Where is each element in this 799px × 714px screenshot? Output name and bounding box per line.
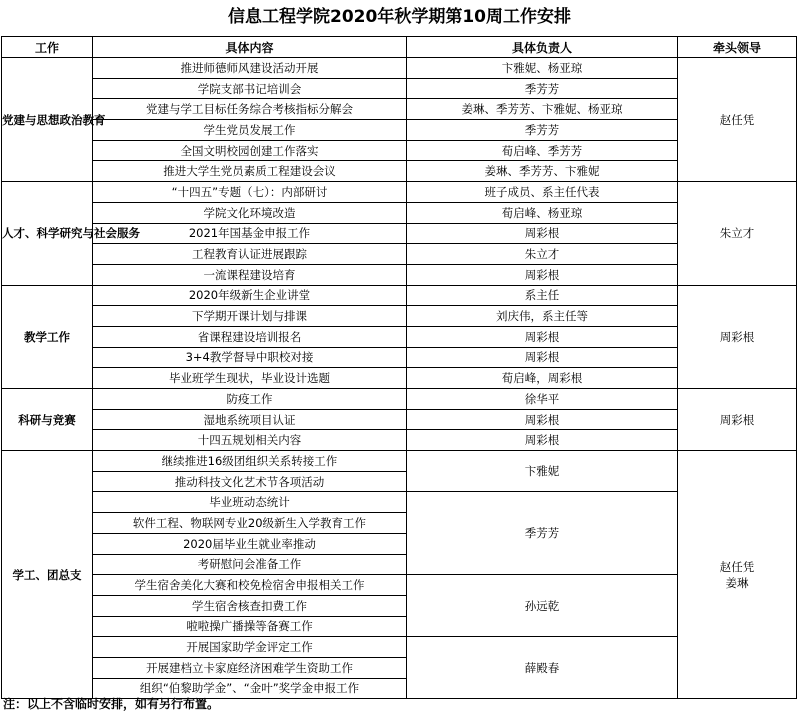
leader-cell: 朱立才 bbox=[678, 182, 797, 285]
person-cell: 卞雅妮、杨亚琼 bbox=[407, 58, 678, 79]
task-cell: 湿地系统项目认证 bbox=[93, 409, 407, 430]
task-cell: 啦啦操广播操等备赛工作 bbox=[93, 616, 407, 637]
category-cell: 人才、科学研究与社会服务 bbox=[2, 182, 93, 285]
table-body bbox=[2, 58, 797, 699]
task-cell: 学生党员发展工作 bbox=[93, 120, 407, 141]
table-row bbox=[2, 140, 797, 161]
person-cell: 周彩根 bbox=[407, 409, 678, 430]
header-person: 具体负责人 bbox=[407, 37, 678, 58]
task-cell: 推进师德师风建设活动开展 bbox=[93, 58, 407, 79]
category-cell: 科研与竞赛 bbox=[2, 389, 93, 451]
task-cell: 2020年级新生企业讲堂 bbox=[93, 285, 407, 306]
category-cell: 学工、团总支 bbox=[2, 451, 93, 699]
person-cell: 薛殿春 bbox=[407, 637, 678, 699]
schedule-table bbox=[1, 36, 797, 699]
person-cell: 姜琳、季芳芳、卞雅妮 bbox=[407, 161, 678, 182]
footnote: 注：以上不含临时安排，如有另行布置。 bbox=[3, 697, 220, 711]
task-cell: 3+4教学督导中职校对接 bbox=[93, 347, 407, 368]
task-cell: 2021年国基金申报工作 bbox=[93, 223, 407, 244]
person-cell: 周彩根 bbox=[407, 264, 678, 285]
table-row bbox=[2, 161, 797, 182]
task-cell: 学院文化环境改造 bbox=[93, 202, 407, 223]
leader-cell: 赵任凭 姜琳 bbox=[678, 451, 797, 699]
person-cell: 周彩根 bbox=[407, 430, 678, 451]
table-row bbox=[2, 347, 797, 368]
task-cell: 2020届毕业生就业率推动 bbox=[93, 533, 407, 554]
task-cell: 软件工程、物联网专业20级新生入学教育工作 bbox=[93, 513, 407, 534]
person-cell: 周彩根 bbox=[407, 326, 678, 347]
task-cell: 防疫工作 bbox=[93, 389, 407, 410]
table-row bbox=[2, 78, 797, 99]
person-cell: 孙远乾 bbox=[407, 575, 678, 637]
table-row bbox=[2, 389, 797, 410]
table-row bbox=[2, 326, 797, 347]
task-cell: 学生宿舍核查扣费工作 bbox=[93, 595, 407, 616]
task-cell: 继续推进16级团组织关系转接工作 bbox=[93, 451, 407, 472]
task-cell: 组织“伯黎助学金”、“金叶”奖学金申报工作 bbox=[93, 678, 407, 699]
person-cell: 徐华平 bbox=[407, 389, 678, 410]
person-cell: 季芳芳 bbox=[407, 492, 678, 575]
person-cell: 荀启峰，周彩根 bbox=[407, 368, 678, 389]
task-cell: 全国文明校园创建工作落实 bbox=[93, 140, 407, 161]
task-cell: 开展国家助学金评定工作 bbox=[93, 637, 407, 658]
table-row bbox=[2, 202, 797, 223]
table-row bbox=[2, 306, 797, 327]
leader-cell: 赵任凭 bbox=[678, 58, 797, 182]
task-cell: 推动科技文化艺术节各项活动 bbox=[93, 471, 407, 492]
table-row bbox=[2, 409, 797, 430]
task-cell: 毕业班学生现状，毕业设计选题 bbox=[93, 368, 407, 389]
person-cell: 荀启峰、杨亚琼 bbox=[407, 202, 678, 223]
task-cell: 党建与学工目标任务综合考核指标分解会 bbox=[93, 99, 407, 120]
task-cell: 工程教育认证进展跟踪 bbox=[93, 244, 407, 265]
person-cell: 朱立才 bbox=[407, 244, 678, 265]
person-cell: 周彩根 bbox=[407, 347, 678, 368]
person-cell: 刘庆伟，系主任等 bbox=[407, 306, 678, 327]
table-row bbox=[2, 120, 797, 141]
task-cell: 毕业班动态统计 bbox=[93, 492, 407, 513]
table-row bbox=[2, 637, 797, 658]
table-row bbox=[2, 285, 797, 306]
person-cell: 季芳芳 bbox=[407, 120, 678, 141]
table-row bbox=[2, 430, 797, 451]
table-row bbox=[2, 451, 797, 472]
task-cell: 十四五规划相关内容 bbox=[93, 430, 407, 451]
category-cell: 党建与思想政治教育 bbox=[2, 58, 93, 182]
table-row bbox=[2, 182, 797, 203]
task-cell: 省课程建设培训报名 bbox=[93, 326, 407, 347]
leader-cell: 周彩根 bbox=[678, 285, 797, 388]
person-cell: 系主任 bbox=[407, 285, 678, 306]
header-row bbox=[2, 37, 797, 58]
person-cell: 季芳芳 bbox=[407, 78, 678, 99]
header-leader: 牵头领导 bbox=[678, 37, 797, 58]
category-cell: 教学工作 bbox=[2, 285, 93, 388]
person-cell: 荀启峰、季芳芳 bbox=[407, 140, 678, 161]
task-cell: 学院支部书记培训会 bbox=[93, 78, 407, 99]
task-cell: 考研慰问会准备工作 bbox=[93, 554, 407, 575]
header-work: 工作 bbox=[2, 37, 93, 58]
page-title: 信息工程学院2020年秋学期第10周工作安排 bbox=[228, 7, 571, 27]
person-cell: 周彩根 bbox=[407, 223, 678, 244]
table-row bbox=[2, 264, 797, 285]
person-cell: 姜琳、季芳芳、卞雅妮、杨亚琼 bbox=[407, 99, 678, 120]
task-cell: “十四五”专题（七）：内部研讨 bbox=[93, 182, 407, 203]
task-cell: 下学期开课计划与排课 bbox=[93, 306, 407, 327]
leader-cell: 周彩根 bbox=[678, 389, 797, 451]
task-cell: 推进大学生党员素质工程建设会议 bbox=[93, 161, 407, 182]
table-row bbox=[2, 58, 797, 79]
table-row bbox=[2, 99, 797, 120]
person-cell: 卞雅妮 bbox=[407, 451, 678, 492]
table-row bbox=[2, 492, 797, 513]
header-content: 具体内容 bbox=[93, 37, 407, 58]
table-row bbox=[2, 575, 797, 596]
table-row bbox=[2, 368, 797, 389]
task-cell: 开展建档立卡家庭经济困难学生资助工作 bbox=[93, 657, 407, 678]
task-cell: 一流课程建设培育 bbox=[93, 264, 407, 285]
table-row bbox=[2, 244, 797, 265]
person-cell: 班子成员、系主任代表 bbox=[407, 182, 678, 203]
task-cell: 学生宿舍美化大赛和校免检宿舍申报相关工作 bbox=[93, 575, 407, 596]
